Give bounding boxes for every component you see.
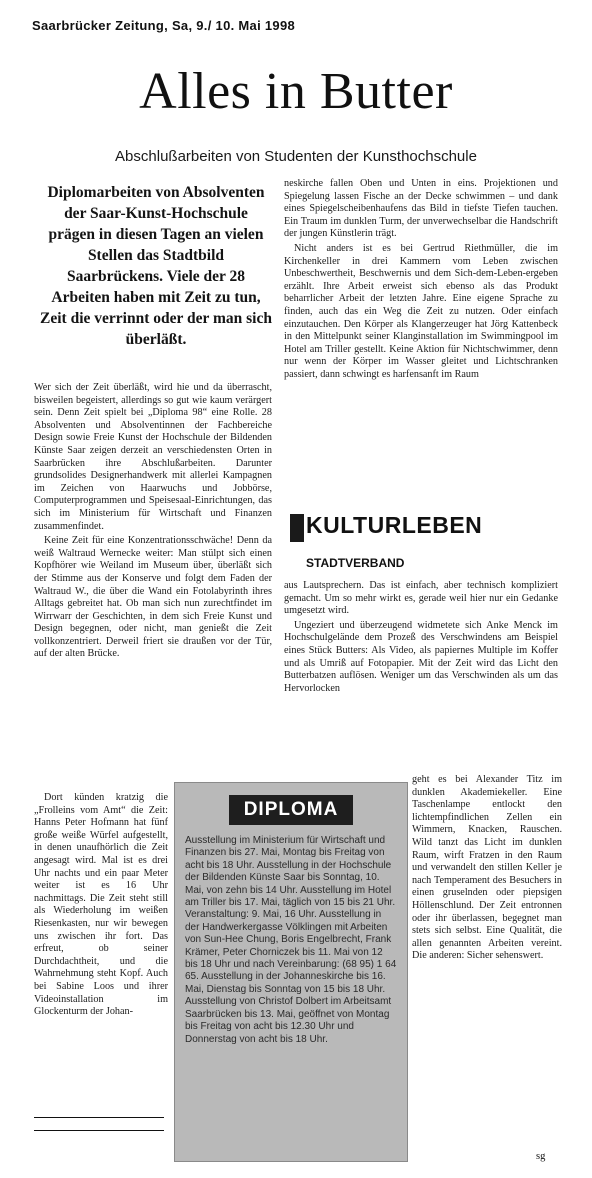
column-3 xyxy=(412,774,562,1174)
body-paragraph: geht es bei Alexander Titz im dunklen Akademiekeller. Eine Taschenlampe entlockt den lichtempfindlichen Zellen ein Wimmern, Knacken, Rauschen. Wild tanzt das Licht im dunklen Raum, wirft Fratzen in den Raum und verwandelt den stillen Keller je nach Temperament des Besuchers in einen gruselnden oder piepsigen Höllenschlund. Der Zeit entronnen oder ihr überlassen, begegnet man stets sich selbst. Eine Qualität, die allen genannten Arbeiten vereint. Die anderen: Sicher sehenswert. xyxy=(412,774,562,962)
underline-mark xyxy=(34,1117,164,1118)
body-paragraph: Ungeziert und überzeugend widmetete sich Anke Menck im Hochschulgelände dem Prozeß des Verschwindens am Beispiel eines Stück Butters: Als Video, als papiernes Multiple im Koffer und als Umriß auf Fotopapier. Mit der Zeit wird das Licht den Butterbatzen auflösen. Weniger um das Verschwinden als um das Hervorlocken xyxy=(284,619,558,694)
headline: Alles in Butter xyxy=(139,63,453,120)
info-box-text: Ausstellung im Ministerium für Wirtschaft und Finanzen bis 27. Mai, Montag bis Freitag von acht bis 18 Uhr. Ausstellung in der Hochschule der Bildenden Künste Saar bis Sonntag, 10. Mai, von zehn bis 14 Uhr. Ausstellung im Hotel am Triller bis 17. Mai, täglich von 15 bis 21 Uhr. Veranstaltung: 9. Mai, 16 Uhr. Ausstellung in der Handwerkergasse Völklingen mit Arbeiten von Sun-Hee Chung, Boris Engelbrecht, Frank Krämer, Peter Chorniczek bis 11. Mai von 12 bis 18 Uhr und nach Vereinbarung: (68 95) 1 64 65. Ausstellung in der Johanneskirche bis 16. Mai, Dienstag bis Sonntag von 15 bis 18 Uhr. Ausstellung von Christof Dolbert im Arbeitsamt Saarbrücken bis 13. Mai, geöffnet von Montag bis Freitag von acht bis 12.30 Uhr und Donnerstag von acht bis 18 Uhr. xyxy=(185,835,397,1045)
underline-mark xyxy=(34,1130,164,1131)
column-2-top xyxy=(284,178,558,510)
rubric-marker xyxy=(290,514,304,542)
info-box-title: DIPLOMA xyxy=(229,795,353,825)
column-1-bottom xyxy=(34,792,168,1162)
rubric-title: KULTURLEBEN xyxy=(306,512,483,538)
body-paragraph: Dort künden kratzig die „Frolleins vom Amt“ die Zeit: Hanns Peter Hofmann hat fünf große weiße Würfel aufgestellt, in denen unaufhörlich die Zeit angesagt wird. Mal ist es drei Uhr nachts und ein paar Meter weiter ist es 16 Uhr nachmittags. Die Zeit steht still als Wiederholung im weißen Riesenkasten, nur wir bewegen uns zwischen ihr fort. Das erfreut, ob seiner Durchdachtheit, und die Wahrnehmung steht Kopf. Auch bei Sabine Loos und ihrer Videoinstallation im Glockenturm der Johan- xyxy=(34,792,168,1018)
body-paragraph: aus Lautsprechern. Das ist einfach, aber technisch kompliziert gemacht. Um so mehr wirkt es, gerade weil hier nur ein Gedanke umgesetzt wird. xyxy=(284,580,558,617)
body-paragraph: Nicht anders ist es bei Gertrud Riethmüller, die im Kirchenkeller in drei Kammern vom Leben zwischen Unbeschwertheit, Beschwernis und dem Sich-dem-Leben-ergeben erzählt. Ihre Arbeit erweist sich ebenso als das Produkt beharrlicher Arbeit der letzten Jahre. Eine eigene Sprache zu finden, auch das ein Weg die Zeit zu nutzen. Oder einfach einzutauchen. Den Körper als Klangerzeuger hat Jörg Kattenbeck in den Mittelpunkt seiner Klanginstallation im Swimmingpool im Hotel am Triller gestellt. Keine Aktion für Nichtschwimmer, denn nur wenn der Körper im Wasser gleitet und Lichtschranken passiert, dann schwingt es harfensanft im Raum xyxy=(284,242,558,380)
body-paragraph: Wer sich der Zeit überläßt, wird hie und da überrascht, bisweilen begeistert, allerdings so gut wie kaum verärgert sein. Denn Zeit spielt bei „Diploma 98“ eine Rolle. 28 Absolventen und Absolventinnen der Fachbereiche Design sowie Freie Kunst der Hochschule der Bildenden Künste Saar zeigen derzeit an verschiedensten Orten in Saarbrücken ihre Abschlußarbeiten. Darunter grundsolides Designerhandwerk mit allerlei Kampagnen im Zeichen von Haarwuchs und Jobbörse, Computerprogrammen und Speisesaal-Einrichtungen, das sich im Ministerium für Wirtschaft und Finanzen zusammenfindet. xyxy=(34,382,272,532)
section-title: STADTVERBAND xyxy=(306,556,405,570)
subtitle: Abschlußarbeiten von Studenten der Kunsthochschule xyxy=(115,148,477,165)
column-2-bottom xyxy=(284,580,558,770)
lead-paragraph: Diplomarbeiten von Absolventen der Saar-Kunst-Hochschule prägen in diesen Tagen an vielen Stellen das Stadtbild Saarbrückens. Viele der 28 Arbeiten haben mit Zeit zu tun, Zeit die verrinnt oder der man sich überläßt. xyxy=(40,184,272,348)
author-signature: sg xyxy=(536,1151,546,1162)
column-1-top xyxy=(34,382,272,792)
body-paragraph: neskirche fallen Oben und Unten in eins. Projektionen und Spiegelung lassen Fische an der Decke schwimmen – und dank eines Spiegelscheibenhaufens das Bild in tiefste Tiefen tauchen. Ein Traum im dunklen Turm, der unverwechselbar die Handschrift der jungen Künstlerin trägt. xyxy=(284,178,558,240)
info-box xyxy=(174,782,408,1162)
newspaper-source-line: Saarbrücker Zeitung, Sa, 9./ 10. Mai 1998 xyxy=(32,18,296,33)
body-paragraph: Keine Zeit für eine Konzentrationsschwäche! Denn da weiß Waltraud Wernecke weiter: Man stülpt sich einen Kopfhörer wie Weiland im Museum über, überläßt sich der Stimme aus der Konserve und folgt dem Faden der Waltraud W., die über die Wand ein Fotolabyrinth ihres Alltags gebreitet hat. Ob man sich nun zurechtfindet im Wirrwarr der Geschichten, in dem sich Freie Kunst und Design begegnen, oder nicht, man genießt die Zeit vollkonzentriert. Derweil friert sie draußen vor der Tür, auf der alten Brücke. xyxy=(34,535,272,660)
